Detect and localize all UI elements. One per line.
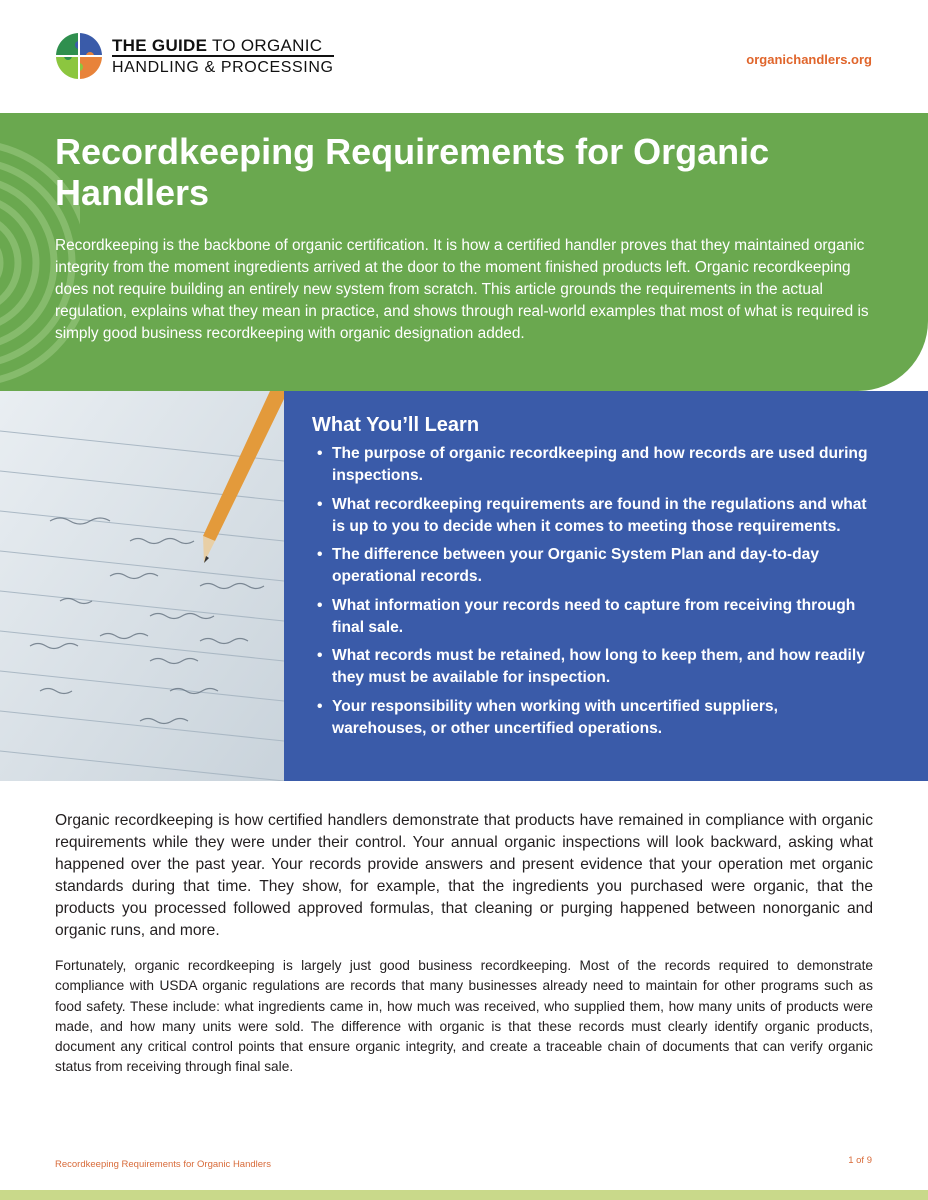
learn-item: • What information your records need to capture from receiving through final sale.	[312, 595, 872, 639]
logo-rest: TO ORGANIC	[207, 35, 323, 55]
site-link[interactable]: organichandlers.org	[746, 52, 872, 67]
paper-pencil-illustration	[0, 391, 284, 781]
logo[interactable]	[55, 32, 334, 80]
logo-line-1	[112, 36, 334, 55]
logo-line-2: HANDLING & PROCESSING	[112, 55, 334, 77]
page-title: Recordkeeping Requirements for Organic Handlers	[55, 131, 770, 213]
what-youll-learn-panel	[284, 391, 928, 781]
logo-bold: THE GUIDE	[112, 35, 208, 55]
recordkeeping-photo	[0, 391, 284, 781]
learn-item: • The difference between your Organic System Plan and day-to-day operational records.	[312, 544, 872, 588]
page-header	[0, 0, 928, 112]
footer-title: Recordkeeping Requirements for Organic Handlers	[55, 1159, 271, 1170]
body-paragraph-1: Organic recordkeeping is how certified handlers demonstrate that products have remained in compliance with organic requirements while they were under their control. Your annual organic inspections will look backward, asking what happened over the past year. Your records provide answers and present evidence that your operation met organic standards during that time. They show, for example, that the ingredients you purchased were organic, that the products you processed followed approved formulas, that cleaning or purging happened between nonorganic and organic runs, and more.	[55, 812, 873, 939]
learn-title: What You’ll Learn	[312, 414, 480, 436]
learn-list	[312, 443, 872, 740]
page-number: 1 of 9	[848, 1155, 872, 1166]
learn-item: • The purpose of organic recordkeeping and how records are used during inspections.	[312, 443, 872, 487]
body-paragraph-2: Fortunately, organic recordkeeping is largely just good business recordkeeping. Most of the records required to demonstrate compliance with USDA organic regulations are records that many businesses already need to maintain for other programs such as food safety. These include: what ingredients came in, how much was received, who supplied them, how many units of products were made, and how many units were sold. The difference with organic is that these records must clearly identify organic products, document any critical control points that ensure organic integrity, and create a traceable chain of documents that can verify organic status from receiving through final sale.	[55, 958, 873, 1075]
intro-paragraph: Recordkeeping is the backbone of organic certification. It is how a certified handler proves that they maintained organic integrity from the moment ingredients arrived at the door to the moment finished products left. Organic recordkeeping does not require building an entirely new system from scratch. This article grounds the requirements in the actual regulation, explains what they mean in practice, and shows through real-world examples that most of what is required is simply good business recordkeeping with organic designation added.	[55, 237, 869, 342]
logo-text	[112, 36, 334, 77]
learn-item: • What records must be retained, how long to keep them, and how readily they must be available for inspection.	[312, 645, 872, 689]
hero-banner	[0, 113, 928, 391]
footer-bar	[0, 1190, 928, 1200]
learn-item: • Your responsibility when working with uncertified suppliers, warehouses, or other uncertified operations.	[312, 696, 872, 740]
learn-item: • What recordkeeping requirements are found in the regulations and what is up to you to decide when it comes to meeting those requirements.	[312, 494, 872, 538]
puzzle-globe-icon	[55, 32, 103, 80]
